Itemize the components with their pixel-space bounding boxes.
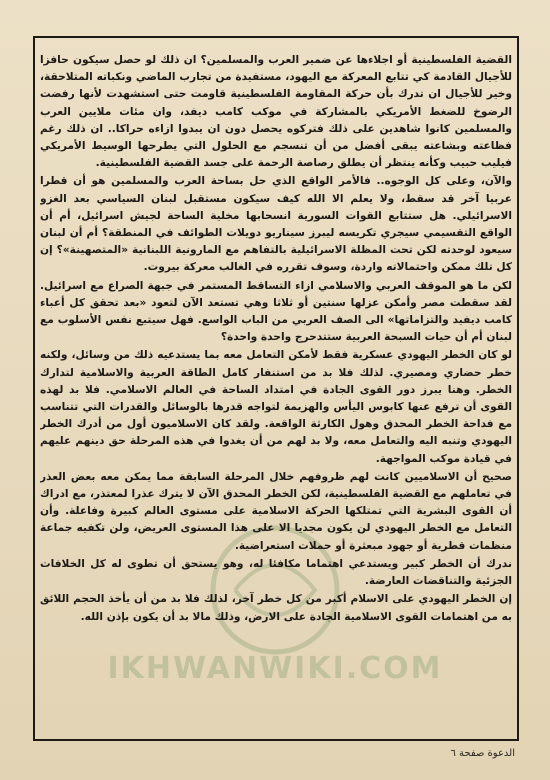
paragraph: إن الخطر اليهودي على الاسلام أكبر من كل خطر آخر، لذلك فلا بد من أن يأخذ الحجم اللائق به من اهتمامات القوى الاسلامية الجادة على الارض، وذلك مالا بد أن يكون بإذن الله. — [40, 593, 512, 623]
article-body — [40, 52, 512, 684]
paragraph: لكن ما هو الموقف العربي والاسلامي ازاء التساقط المستمر في جبهة الصراع مع اسرائيل. لقد سقطت مصر وأمكن عزلها سنتين أو ثلاثا وهي تستعد الآن لتعود «بعد تحقق كل أعباء كامب ديفيد والتزاماتها» الى الصف العربي من الباب الواسع. فهل سيتبع نفس الأسلوب مع لبنان أم أن حيات السبحة العربية ستتدحرج واحدة واحدة؟ — [40, 279, 512, 344]
paragraph: القضية الفلسطينية أو اجلاءها عن ضمير العرب والمسلمين؟ ان ذلك لو حصل سيكون حافزا للأجيال القادمة كي تتابع المعركة مع اليهود، مستفيدة من تجارب الماضي ونكباته المتلاحقة، وخير للأجيال ان تدرك بأن حركة المقاومة الفلسطينية قاومت حتى استشهدت لأنها رفضت الرضوخ للضغط الأمريكي بالمشاركة في موكب كامب ديفد، وان مئات ملايين العرب والمسلمين كانوا شاهدين على ذلك فتركوه يحصل دون ان يبدوا ازاءه حراكا.. ان ذلك رغم فظاعته وبشاعته يبقى أفضل من أن تنسجم مع الحلول التي يطرحها الوسيط الأمريكي فيليب حبيب وكأنه ينتظر أن يطلق رصاصة الرحمة على جسد القضية الفلسطينية. — [40, 54, 512, 170]
paragraph: والآن، وعلى كل الوجوه.. فالأمر الواقع الذي حل بساحة العرب والمسلمين هو أن قطرا عربيا آخر قد سقط، ولا يعلم الا الله كيف سيكون مستقبل لبنان السياسي بعد الغزو الاسرائيلي. هل ستتابع القوات السورية انسحابها مخلية الساحة لجيش اسرائيل، أم أن الواقع التقسيمي سيجري تكريسه ليبرز سيناريو دويلات الطوائف في المنطقة؟ أم أن لبنان سيعود لوحدته لكن تحت المظلة الاسرائيلية بالتفاهم مع المارونية اللبنانية «المتصهينة»؟ إن كل تلك ممكن واحتمالاته واردة، وسوف تقرره في الغالب معركة بيروت. — [40, 175, 512, 274]
paragraph: ندرك أن الخطر كبير ويستدعي اهتماما مكافئا له، وهو يستحق أن تطوى له كل الخلافات الجزئية والتناقضات العارضة. — [40, 557, 512, 588]
page-footer: الدعوة صفحة ٦ — [450, 748, 515, 759]
paragraph: صحيح أن الاسلاميين كانت لهم ظروفهم خلال المرحلة السابقة مما يمكن معه بعض العذر في تعاملهم مع القضية الفلسطينية، لكن الخطر المحدق الآن لا يترك عذرا لمعتذر، مع ادراك أن القوى البشرية التي تمتلكها الحركة الاسلامية على مستوى العالم كبيرة وفاعلة. وأن التعامل مع الخطر اليهودي لن يكون مجديا الا على هذا المستوى العريض، ولن تكفيه جماعة منظمات قطرية أو جهود مبعثرة أو حملات استعراضية. — [40, 470, 512, 552]
watermark-text: IKHWANWIKI.COM — [107, 651, 443, 686]
paragraph: لو كان الخطر اليهودي عسكرية فقط لأمكن التعامل معه بما يستدعيه ذلك من وسائل، ولكنه خطر حضاري ومصيري. لذلك فلا بد من استنفار كامل الطاقة العربية والاسلامية لتدارك الخطر. وهنا يبرز دور القوى الجادة في امتداد الساحة في العالم الاسلامي. فلا بد لهذه القوى أن ترفع عنها كابوس اليأس والهزيمة لتواجه قدرها بالوسائل والقدرات التي تتناسب مع فداحة الخطر المحدق وهول الكارثة الواقعة. ولقد كان الاسلاميون أول من أدرك الخطر اليهودي وتنبه اليه والتعامل معه، ولا بد لهم من أن يغدوا في هذه المرحلة حق دينهم عليهم في قيادة موكب المواجهة. — [40, 349, 512, 465]
